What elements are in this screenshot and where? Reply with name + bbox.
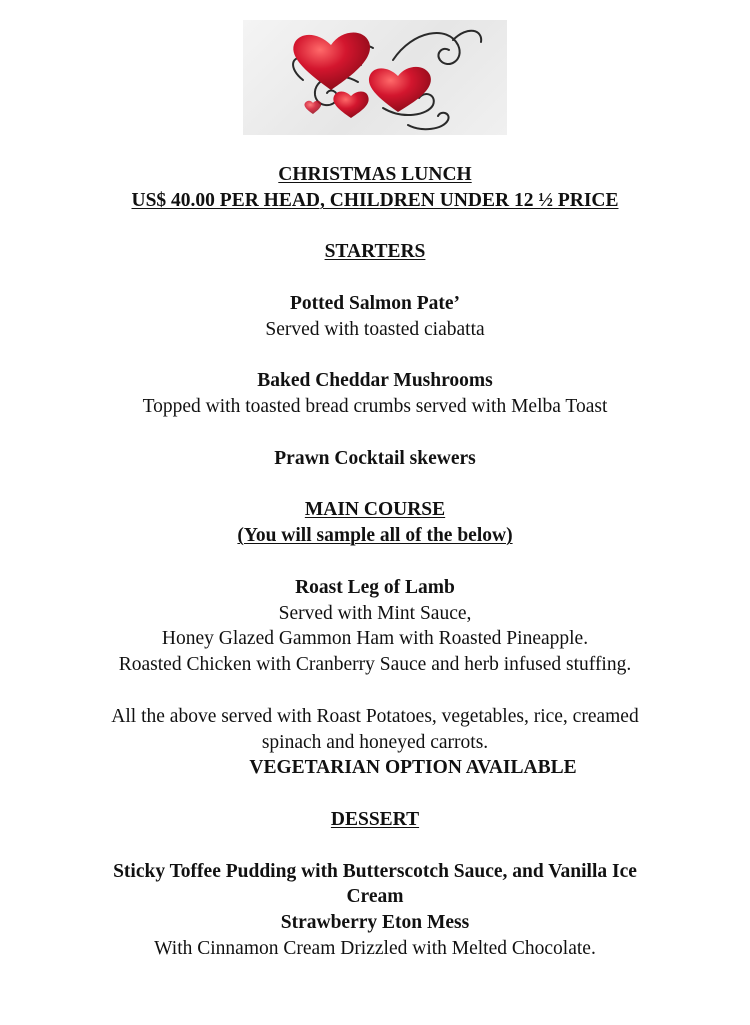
hearts-banner-image [243, 20, 507, 135]
starter-name: Baked Cheddar Mushrooms [257, 370, 493, 392]
dessert-item: Strawberry Eton Mess [280, 912, 470, 934]
main-course-line: Served with Mint Sauce, [278, 602, 472, 624]
main-course-line: Honey Glazed Gammon Ham with Roasted Pineapple. [161, 628, 589, 650]
main-course-line: Roasted Chicken with Cranberry Sauce and herb infused stuffing. [118, 654, 632, 676]
main-course-heading: MAIN COURSE [304, 499, 446, 521]
starters-heading: STARTERS [324, 241, 426, 263]
vegetarian-option: VEGETARIAN OPTION AVAILABLE [249, 757, 577, 779]
starter-desc: Topped with toasted bread crumbs served with Melba Toast [142, 396, 608, 418]
sides-line: All the above served with Roast Potatoes, vegetables, rice, creamed [111, 705, 639, 727]
starter-name: Potted Salmon Pate’ [289, 292, 461, 314]
christmas-lunch-menu [0, 162, 750, 962]
sides-line: spinach and honeyed carrots. [261, 731, 489, 753]
menu-price: US$ 40.00 PER HEAD, CHILDREN UNDER 12 ½ PRICE [131, 189, 619, 211]
dessert-heading: DESSERT [330, 808, 420, 830]
menu-title: CHRISTMAS LUNCH [278, 164, 472, 185]
hearts-swirl-icon [243, 20, 507, 135]
dessert-item: Cream [346, 886, 404, 908]
dessert-desc: With Cinnamon Cream Drizzled with Melted Chocolate. [154, 937, 596, 959]
starter-name: Prawn Cocktail skewers [274, 447, 476, 469]
main-course-subheading: (You will sample all of the below) [237, 525, 513, 547]
starter-desc: Served with toasted ciabatta [265, 318, 485, 340]
dessert-item: Sticky Toffee Pudding with Butterscotch Sauce, and Vanilla Ice [113, 860, 637, 882]
main-course-lead-item: Roast Leg of Lamb [295, 576, 455, 598]
